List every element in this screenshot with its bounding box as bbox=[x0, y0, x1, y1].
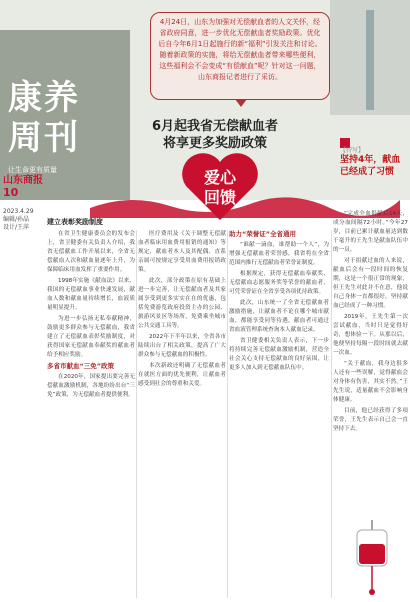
left-article-column bbox=[47, 230, 135, 600]
paragraph: “关于献血，我身边很多人还有一些误解，觉得献血会对身体有伤害，其实不然。”王先生说，适量献血不会影响身体健康。 bbox=[333, 361, 408, 403]
paragraph: 2019年，王先生第一次尝试献血，当时只是觉得好奇，想体验一下。从那以后，他便坚持每隔一段时间就去献一次血。 bbox=[333, 314, 408, 356]
paragraph: 在2020年，国家提出要完善无偿献血激励机制，各地纷纷出台“三免”政策，为无偿献血者提供便利。 bbox=[47, 374, 135, 398]
iv-stand-icon bbox=[366, 10, 374, 110]
feature-header bbox=[340, 145, 405, 178]
section-title-line1: 康养 bbox=[8, 78, 80, 118]
mid2-subheading: 助力“荣誉证”全省通用 bbox=[229, 230, 297, 238]
paragraph: 1998年实施《献血法》以来，我国的无偿献血事业快速发展，献血人数和献血量持续增长，血液质量明显提升。 bbox=[47, 278, 135, 311]
issue-designer: 设计/王萍 bbox=[3, 224, 30, 231]
column-divider bbox=[227, 230, 228, 598]
masthead-name: 山东商报 bbox=[3, 175, 43, 186]
section-title bbox=[8, 78, 80, 158]
heart-text-line1: 爱心 bbox=[203, 168, 236, 187]
section-title-line2: 周刊 bbox=[8, 118, 80, 158]
issue-meta bbox=[3, 208, 45, 232]
headline-line2: 将享更多奖励政策 bbox=[162, 136, 267, 151]
feature-tag: 【特写】 bbox=[340, 147, 365, 154]
masthead-edition: 10 bbox=[3, 186, 19, 199]
main-headline bbox=[130, 118, 300, 152]
slogan: 让生命更有质量 bbox=[8, 166, 57, 174]
iv-drip-photo bbox=[330, 0, 410, 115]
left-subheading: 多省市献血“三免”政策 bbox=[47, 362, 115, 370]
paragraph: 医疗费用及《关于调整无偿献血者临床用血费用报销的通知》等规定，献血者本人及其配偶、直系亲属可按规定享受用血费用报销政策。 bbox=[138, 231, 226, 273]
paragraph: “谁献一滴血，谁帮助一个人”，为增强无偿献血者荣誉感，我省将在全省范围内推行无偿献血者荣誉证制度。 bbox=[229, 242, 329, 266]
paragraph: 省卫健委相关负责人表示，下一步将持续完善无偿献血激励机制，营造全社会关心支持无偿献血的良好氛围，让更多人加入到无偿献血队伍中。 bbox=[229, 338, 329, 371]
mid2-article-column bbox=[229, 230, 329, 600]
column-divider bbox=[136, 230, 137, 598]
paragraph: 2022年下半年以来，全省各市陆续出台了相关政策，提高了广大群众参与无偿献血的积极性。 bbox=[138, 334, 226, 358]
blood-bag-icon bbox=[345, 520, 400, 598]
paragraph: 对于捐献过血的人来说，献血后会有一段时间的恢复期，这是一个很正常的现象，但王先生对此并不在意，他说自己身体一直都很好，坚持献血已经成了一种习惯。 bbox=[333, 258, 408, 309]
left-section-heading: 建立表彰奖励制度 bbox=[47, 218, 103, 226]
mid-article-column bbox=[138, 230, 226, 600]
issue-editor: 编辑/孙晶 bbox=[3, 216, 30, 223]
paragraph: 此次，山东统一了全省无偿献血者激励措施，让献血者不论在哪个城市献血，都能享受同等待遇，献血者可通过省血液管理系统查询本人献血记录。 bbox=[229, 300, 329, 333]
paragraph: “完成全血捐献后14天，成分血间隔72小时。”今年27岁，目前已累计献血量达到数千毫升的王先生是献血队伍中的一员。 bbox=[333, 211, 408, 253]
paragraph: 目前，他已经获得了多项荣誉，王先生表示自己会一直坚持下去。 bbox=[333, 408, 408, 432]
paragraph: 为进一步弘扬无私奉献精神，鼓励更多群众参与无偿献血，我省建立了无偿献血表彰奖励制度，对获得国家无偿献血奉献奖的献血者给予相应奖励。 bbox=[47, 316, 135, 358]
heart-text-line2: 回馈 bbox=[203, 188, 236, 207]
paragraph: 在省卫生健康委员会的发布会上，省卫健委有关负责人介绍，我省无偿献血工作开展以来，全省无偿献血人次和献血量逐年上升，为保障临床用血发挥了重要作用。 bbox=[47, 231, 135, 273]
feature-headline: 坚持4年，献血已经成了习惯 bbox=[340, 155, 401, 177]
heart-text bbox=[180, 168, 260, 208]
paragraph: 本次新政还明确了无偿献血者在就医方面的优先便利，让献血者感受到社会的尊重和关爱。 bbox=[138, 363, 226, 387]
issue-date: 2023.4.29 bbox=[3, 208, 34, 215]
masthead bbox=[3, 175, 47, 205]
column-divider bbox=[331, 230, 332, 598]
headline-line1: 6月起我省无偿献血者 bbox=[151, 119, 279, 134]
paragraph: 此次，部分政策在原有基础上进一步完善，让无偿献血者及其家属享受到更多实实在在的优惠，包括免费游览政府投资主办的公园、旅游风景区等场所，免费乘坐城市公共交通工具等。 bbox=[138, 278, 226, 329]
speech-bubble: 4月24日，山东为加强对无偿献血者的人文关怀，经省政府同意，进一步优化无偿献血者奖励政策。优化后自今年6月1日起施行的新“福利”引发关注和讨论。随着新政策的实施，将给无偿献血者带来哪些便利，这些福利会不会变成“有偿献血”呢？针对这一问题，山东商报记者进行了采访。 bbox=[150, 12, 330, 100]
paragraph: 根据规定，获得无偿献血奉献奖、无偿献血志愿服务奖等荣誉的献血者，可凭荣誉证在全省享受各项优待政策。 bbox=[229, 271, 329, 295]
